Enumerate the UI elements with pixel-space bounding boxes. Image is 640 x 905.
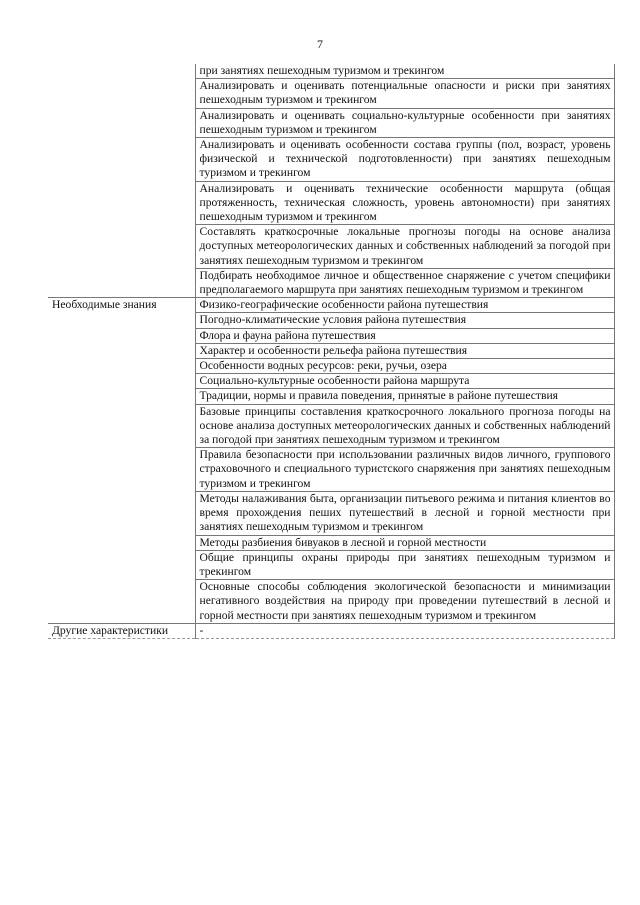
knowledge-item: Основные способы соблюдения экологической безопасности и минимизации негативного воздействия на природу при проведении путешествий в лесной и горной местности при занятиях пешеходным туризмом и трекингом <box>195 580 614 624</box>
knowledge-item: Методы разбиения бивуаков в лесной и горной местности <box>195 535 614 550</box>
other-value: - <box>195 623 614 638</box>
skill-item: Составлять краткосрочные локальные прогнозы погоды на основе анализа доступных метеорологических данных и собственных наблюдений за погодой при занятиях пешеходным туризмом и трекингом <box>195 225 614 269</box>
knowledge-item: Особенности водных ресурсов: реки, ручьи, озера <box>195 359 614 374</box>
skill-item: Анализировать и оценивать особенности состава группы (пол, возраст, уровень физической и технической подготовленности) при занятиях пешеходным туризмом и трекингом <box>195 138 614 182</box>
knowledge-item: Социально-культурные особенности района маршрута <box>195 374 614 389</box>
knowledge-item: Традиции, нормы и правила поведения, принятые в районе путешествия <box>195 389 614 404</box>
other-label: Другие характеристики <box>48 623 195 638</box>
skill-item: Анализировать и оценивать технические особенности маршрута (общая протяженность, техническая сложность, уровень автономности) при занятиях пешеходным туризмом и трекингом <box>195 181 614 225</box>
table-row <box>48 623 614 638</box>
continued-label-cell <box>48 64 195 298</box>
skill-item: Анализировать и оценивать потенциальные опасности и риски при занятиях пешеходным туризмом и трекингом <box>195 79 614 108</box>
knowledge-item: Физико-географические особенности района путешествия <box>195 298 614 313</box>
skill-item: Анализировать и оценивать социально-культурные особенности при занятиях пешеходным туризмом и трекингом <box>195 108 614 137</box>
knowledge-item: Правила безопасности при использовании различных видов личного, группового страховочного и специального туристского снаряжения при занятиях пешеходным туризмом и трекингом <box>195 448 614 492</box>
competency-table <box>48 64 615 639</box>
knowledge-item: Общие принципы охраны природы при занятиях пешеходным туризмом и трекингом <box>195 550 614 579</box>
knowledge-item: Погодно-климатические условия района путешествия <box>195 313 614 328</box>
page-number: 7 <box>317 37 323 51</box>
knowledge-item: Характер и особенности рельефа района путешествия <box>195 343 614 358</box>
skill-item: Подбирать необходимое личное и общественное снаряжение с учетом специфики предполагаемого маршрута при занятиях пешеходным туризмом и трекингом <box>195 268 614 297</box>
knowledge-label: Необходимые знания <box>48 298 195 623</box>
table-row <box>48 64 614 79</box>
knowledge-item: Методы налаживания быта, организации питьевого режима и питания клиентов во время прохождения пеших путешествий в лесной и горной местности при занятиях пешеходным туризмом и трекингом <box>195 491 614 535</box>
knowledge-item: Базовые принципы составления краткосрочного локального прогноза погоды на основе анализа доступных метеорологических данных и собственных наблюдений за погодой при занятиях пешеходным туризмом и трекингом <box>195 404 614 448</box>
skill-item: при занятиях пешеходным туризмом и трекингом <box>195 64 614 79</box>
table-row <box>48 298 614 313</box>
knowledge-item: Флора и фауна района путешествия <box>195 328 614 343</box>
